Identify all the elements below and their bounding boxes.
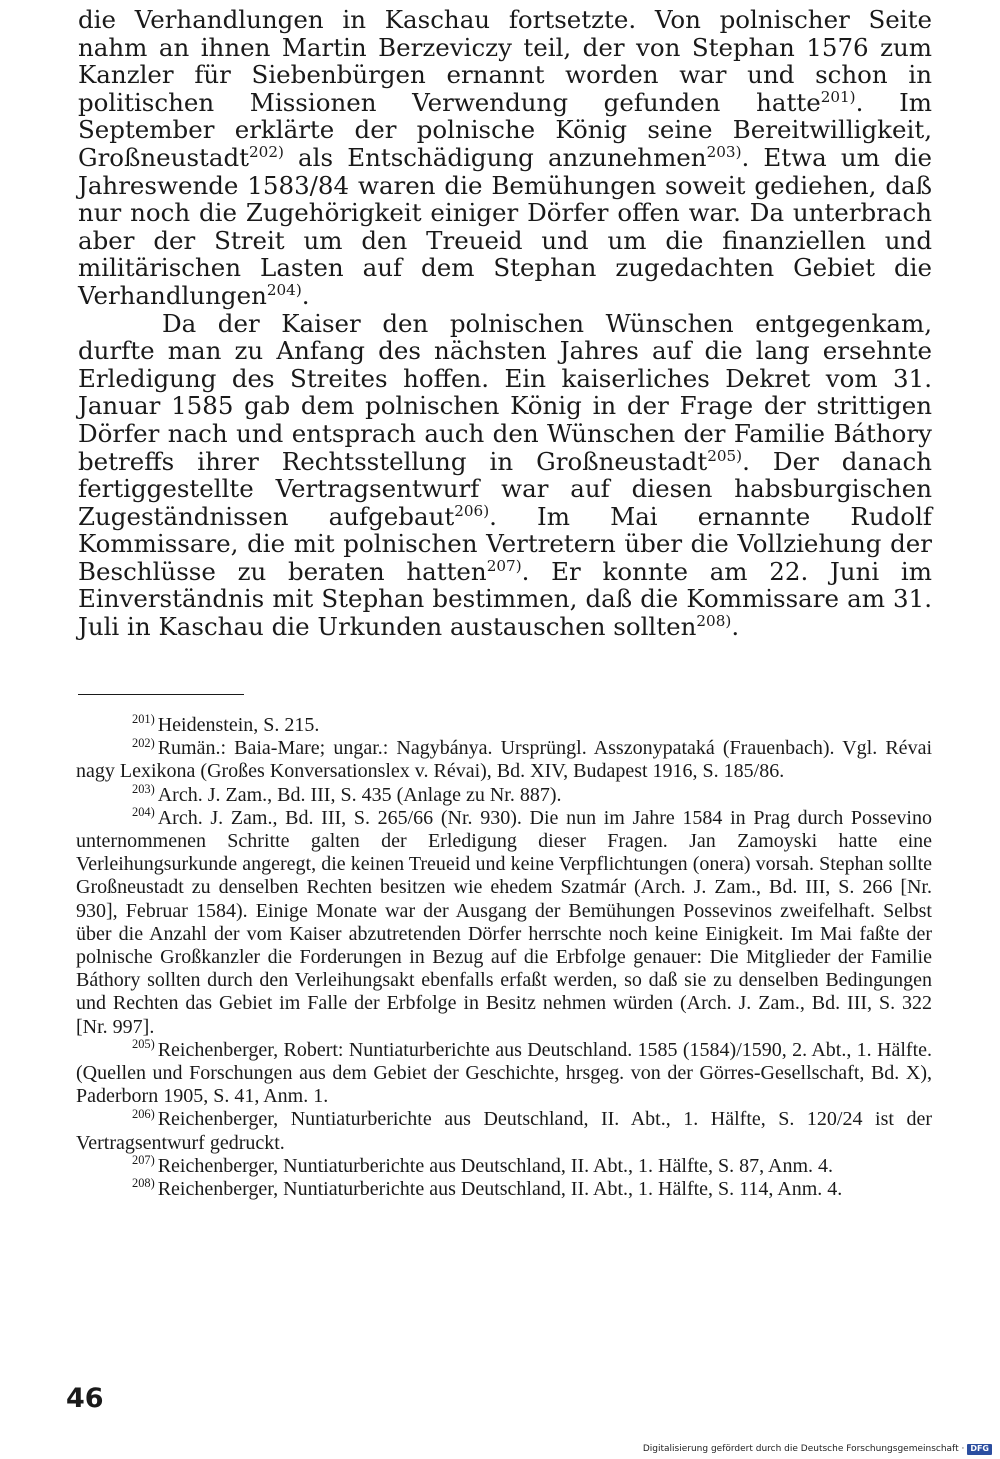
footnote-ref-204[interactable]: 204) <box>266 280 302 299</box>
footnote-number: 205) <box>132 1037 155 1052</box>
text-run: . Im September erklärte der polnische König seine Bereitwilligkeit, Großneustadt <box>78 87 932 172</box>
dfg-logo: DFG <box>967 1444 992 1455</box>
footnote-number: 207) <box>132 1153 155 1168</box>
footnote-ref-208[interactable]: 208) <box>696 611 732 630</box>
footnote-number: 206) <box>132 1106 155 1121</box>
footnote-text: Reichenberger, Nuntiaturberichte aus Deutschland, II. Abt., 1. Hälfte, S. 120/24 ist der Vertragsentwurf gedruckt. <box>76 1108 932 1154</box>
credit-text: Digitalisierung gefördert durch die Deutsche Forschungsgemeinschaft · <box>642 1444 965 1454</box>
digitization-credit <box>643 1442 992 1456</box>
text-run: . <box>301 280 310 310</box>
footnote-205 <box>76 1039 932 1109</box>
footnote-ref-205[interactable]: 205) <box>707 446 743 465</box>
text-run: als Entschädigung anzunehmen <box>283 142 707 172</box>
text-run: Da der Kaiser den polnischen Wünschen entgegenkam, durfte man zu Anfang des nächsten Jahres auf die lang ersehnte Erledigung des Streites hoffen. Ein kaiserliches Dekret vom 31. Januar 1585 gab dem polnischen König in der Frage der strittigen Dörfer nach und entsprach auch den Wünschen der Familie Báthory betreffs ihrer Rechtsstellung in Großneustadt <box>78 308 932 476</box>
footnote-text: Heidenstein, S. 215. <box>157 714 320 736</box>
footnote-text: Arch. J. Zam., Bd. III, S. 435 (Anlage zu Nr. 887). <box>157 783 562 806</box>
footnote-divider <box>78 694 244 695</box>
footnote-207 <box>76 1155 932 1178</box>
paragraph-2 <box>78 310 932 641</box>
text-run: die Verhandlungen in Kaschau fortsetzte. Von polnischer Seite nahm an ihnen Martin Berzeviczy teil, der von Stephan 1576 zum Kanzler für Siebenbürgen ernannt worden war und schon in politischen Missionen Verwendung gefunden hatte <box>78 5 932 117</box>
footnote-number: 204) <box>132 805 155 820</box>
footnote-ref-206[interactable]: 206) <box>454 501 490 520</box>
footnote-number: 208) <box>132 1176 155 1191</box>
footnote-text: Reichenberger, Nuntiaturberichte aus Deutschland, II. Abt., 1. Hälfte, S. 114, Anm. 4. <box>157 1178 843 1201</box>
footnote-text: Reichenberger, Nuntiaturberichte aus Deutschland, II. Abt., 1. Hälfte, S. 87, Anm. 4. <box>157 1154 834 1177</box>
text-run: . Im Mai ernannte Rudolf Kommissare, die mit polnischen Vertretern über die Vollziehung der Beschlüsse zu beraten hatten <box>78 501 932 586</box>
footnote-206 <box>76 1108 932 1154</box>
footnote-number: 201) <box>132 712 155 727</box>
text-run: . Er konnte am 22. Juni im Einverständnis mit Stephan bestimmen, daß die Kommissare am 31. Juli in Kaschau die Urkunden austauschen sollten <box>78 556 932 642</box>
text-run: . Der danach fertiggestellte Vertragsentwurf war auf diesen habsburgischen Zugeständnissen aufgebaut <box>78 446 932 531</box>
footnote-text: Reichenberger, Robert: Nuntiaturberichte aus Deutschland. 1585 (1584)/1590, 2. Abt., 1. Hälfte. (Quellen und Forschungen aus dem Gebiet der Geschichte, hrsgeg. von der Görres-Gesellschaft, Bd. X), Paderborn 1905, S. 41, Anm. 1. <box>76 1038 932 1108</box>
footnote-201 <box>76 714 932 737</box>
footnote-ref-202[interactable]: 202) <box>249 142 284 161</box>
footnote-ref-201[interactable]: 201) <box>820 87 856 106</box>
footnote-204 <box>76 807 932 1039</box>
text-run: . <box>731 612 740 642</box>
text-run: . Etwa um die Jahreswende 1583/84 waren die Bemühungen soweit gediehen, daß nur noch die Zugehörigkeit einiger Dörfer offen war. Da unterbrach aber der Streit um den Treueid und um die finanziellen und militärischen Lasten auf dem Stephan zugedachten Gebiet die Verhandlungen <box>78 142 932 310</box>
footnote-number: 203) <box>132 781 155 796</box>
footnote-text: Arch. J. Zam., Bd. III, S. 265/66 (Nr. 930). Die nun im Jahre 1584 in Prag durch Possevino unternommenen Schritte galten der Erledigung dieser Fragen. Jan Zamoyski hatte eine Verleihungsurkunde angeregt, die keinen Treueid und keine Verpflichtungen (onera) vorsah. Stephan sollte Großneustadt zu denselben Rechten besitzen wie ehedem Szatmár (Arch. J. Zam., Bd. III, S. 266 [Nr. 930], Februar 1584). Einige Monate war der Ausgang der Bemühungen Possevinos zweifelhaft. Selbst über die Anzahl der vom Kaiser abzutretenden Dörfer herrschte noch keine Einigkeit. Im Mai faßte der polnische Großkanzler die Forderungen in Bezug auf die Erbfolge genauer: Die Mitglieder der Familie Báthory sollten durch den Verleihungsakt ebenfalls erfaßt werden, so daß sie zu denselben Bedingungen und Rechten das Gebiet im Falle der Erbfolge in Besitz nehmen würden (Arch. J. Zam., Bd. III, S. 322 [Nr. 997]. <box>76 806 932 1038</box>
footnotes <box>76 714 932 1201</box>
footnote-ref-203[interactable]: 203) <box>706 142 742 161</box>
footnote-number: 202) <box>132 735 155 750</box>
footnote-text: Rumän.: Baia-Mare; ungar.: Nagybánya. Ursprüngl. Asszonypataká (Frauenbach). Vgl. Révai nagy Lexikona (Großes Konversationslex v. Révai), Bd. XIV, Budapest 1916, S. 185/86. <box>76 737 932 783</box>
paragraph-1 <box>78 6 932 310</box>
footnote-208 <box>76 1178 932 1201</box>
page-number: 46 <box>66 1383 104 1414</box>
footnote-ref-207[interactable]: 207) <box>486 556 522 575</box>
footnote-202 <box>76 737 932 783</box>
body-text <box>78 6 932 641</box>
footnote-203 <box>76 781 932 807</box>
